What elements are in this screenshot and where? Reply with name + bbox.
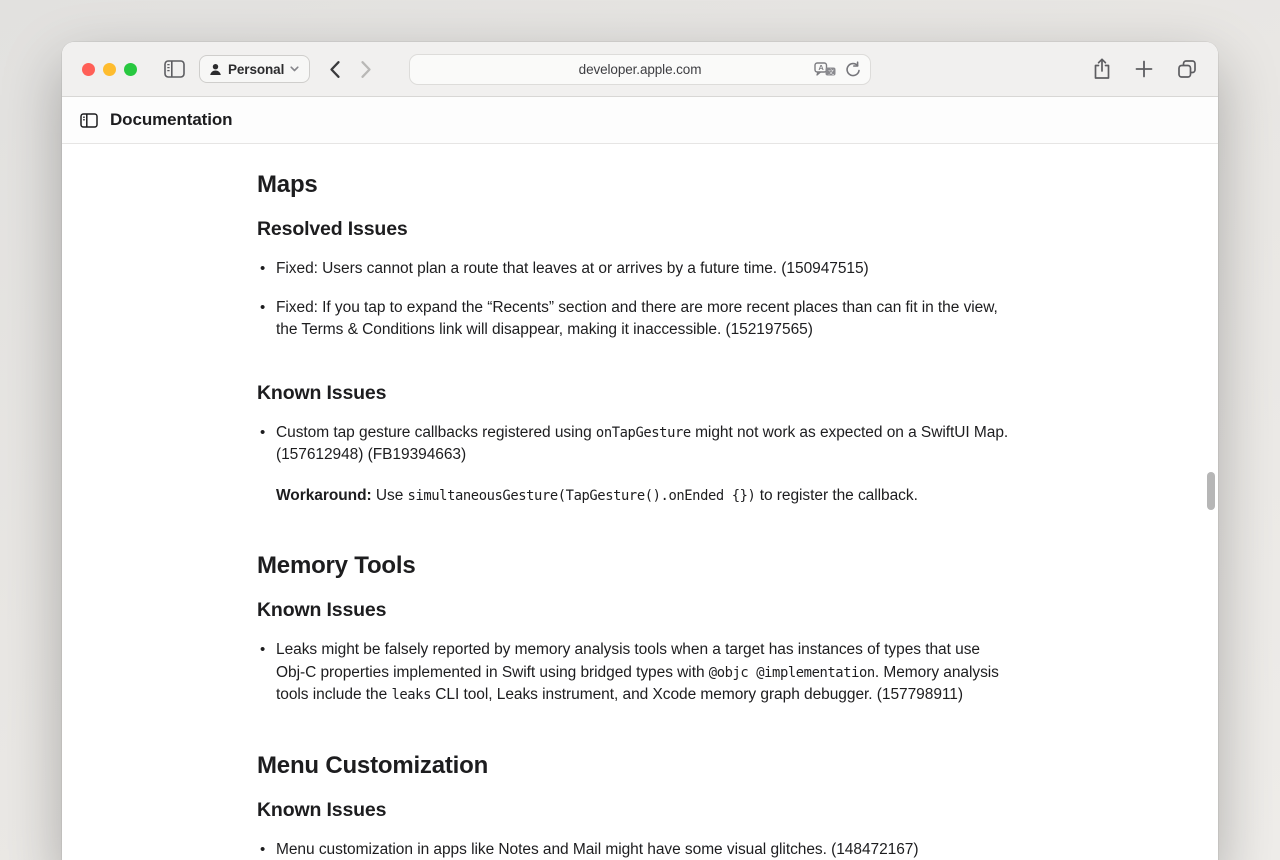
list-item [257,422,1009,508]
new-tab-button[interactable] [1135,60,1153,78]
traffic-lights [82,63,137,76]
page-content [62,144,1218,860]
reload-icon [844,61,861,78]
svg-text:文: 文 [827,67,835,76]
subsection-heading-known-issues: Known Issues [257,798,387,821]
known-issues-list [257,839,1009,860]
new-tab-icon [1135,60,1153,78]
share-icon [1092,57,1112,81]
browser-sidebar-toggle-button[interactable] [164,60,185,78]
subsection-heading-resolved-issues: Resolved Issues [257,218,408,240]
sidebar-toggle-icon [164,60,185,78]
safari-window [62,42,1218,860]
svg-text:A: A [818,62,824,72]
chevron-down-icon [290,66,299,72]
resolved-issues-list [257,258,1009,342]
minimize-window-button[interactable] [103,63,116,76]
workaround-note: Workaround: Use simultaneousGesture(TapGesture().onEnded {}) to register the callback. [276,486,918,504]
section-heading-memory-tools: Memory Tools [257,552,416,579]
tab-overview-button[interactable] [1176,59,1198,79]
known-issues-list [257,639,1009,707]
forward-icon [360,60,372,79]
reload-button[interactable] [844,61,861,78]
list-item-text: • Custom tap gesture callbacks registered using onTapGesture might not work as expected on a SwiftUI Map. (157612948) (FB19394663) [276,423,1009,463]
address-bar[interactable] [409,54,871,85]
page-title: Documentation [110,110,233,129]
close-window-button[interactable] [82,63,95,76]
back-button[interactable] [329,60,341,79]
address-bar-url: developer.apple.com [578,62,702,77]
browser-toolbar [62,42,1218,97]
profile-button[interactable] [199,55,310,83]
address-bar-icons [814,55,861,84]
list-item: • Fixed: If you tap to expand the “Recents” section and there are more recent places than can fit in the view, the Terms & Conditions link will disappear, making it inaccessible. (152197565) [257,297,1009,342]
translate-button[interactable] [814,62,837,78]
docs-sidebar-toggle-button[interactable] [80,113,98,128]
share-button[interactable] [1092,57,1112,81]
back-icon [329,60,341,79]
list-item: • Fixed: Users cannot plan a route that leaves at or arrives by a future time. (150947515) [257,258,1009,281]
section-heading-menu-customization: Menu Customization [257,751,489,779]
tab-overview-icon [1176,59,1198,79]
list-item: • Menu customization in apps like Notes and Mail might have some visual glitches. (148472167) [257,839,1009,860]
translate-icon [814,62,837,78]
profile-label: Personal [228,61,285,77]
page-header [62,97,1218,144]
fullscreen-window-button[interactable] [124,63,137,76]
release-notes-article [62,144,1022,860]
subsection-heading-known-issues: Known Issues [257,599,387,621]
person-icon [209,63,222,76]
section-heading-maps: Maps [257,171,318,198]
sidebar-panel-icon [80,113,98,128]
subsection-heading-known-issues: Known Issues [257,381,387,404]
known-issues-list [257,422,1009,508]
scrollbar-thumb[interactable] [1207,472,1215,510]
list-item: • Leaks might be falsely reported by memory analysis tools when a target has instances of types that use Obj-C properties implemented in Swift using bridged types with @objc @implementation. Memory analysis tools include the leaks CLI tool, Leaks instrument, and Xcode memory graph debugger. (157798911) [257,639,1009,707]
toolbar-actions [1092,57,1198,81]
forward-button[interactable] [360,60,372,79]
